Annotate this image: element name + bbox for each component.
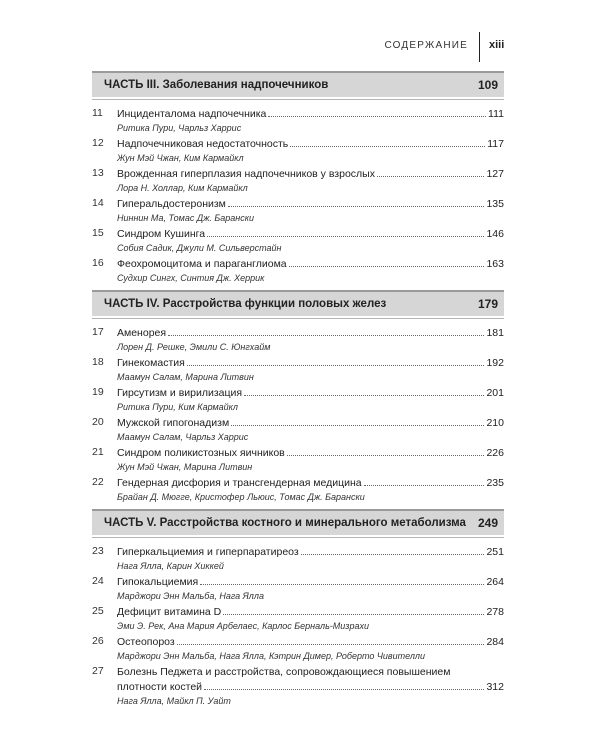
part-section <box>92 290 504 506</box>
chapter-number: 17 <box>92 326 104 338</box>
chapter-page: 181 <box>486 327 504 339</box>
chapter-entry[interactable] <box>92 257 504 285</box>
chapter-page: 278 <box>486 606 504 618</box>
chapter-entry[interactable] <box>92 545 504 573</box>
chapter-number: 21 <box>92 446 104 458</box>
leader-dots <box>377 176 485 177</box>
chapter-page: 192 <box>486 357 504 369</box>
chapter-authors: Лора Н. Холлар, Ким Кармайкл <box>117 183 248 193</box>
chapter-title: Гендерная дисфория и трансгендерная медицина <box>117 477 362 489</box>
chapter-entry[interactable] <box>92 356 504 384</box>
chapter-number: 25 <box>92 605 104 617</box>
chapter-entry[interactable] <box>92 137 504 165</box>
leader-dots <box>231 425 484 426</box>
part-rule <box>92 99 504 100</box>
leader-dots <box>204 689 484 690</box>
chapter-entry[interactable] <box>92 665 504 708</box>
part-heading[interactable] <box>92 509 504 535</box>
part-heading[interactable] <box>92 71 504 97</box>
chapter-authors: Марджори Энн Мальба, Нага Ялла <box>117 591 264 601</box>
chapter-page: 226 <box>486 447 504 459</box>
chapter-title-line2: плотности костей <box>117 681 203 693</box>
chapter-number: 18 <box>92 356 104 368</box>
leader-dots <box>290 146 485 147</box>
chapter-title: Гинекомастия <box>117 357 185 369</box>
chapter-page: 146 <box>486 228 504 240</box>
chapter-entry[interactable] <box>92 386 504 414</box>
chapter-number: 24 <box>92 575 104 587</box>
chapter-entry[interactable] <box>92 476 504 504</box>
leader-dots <box>228 206 485 207</box>
chapter-title-line1: Болезнь Педжета и расстройства, сопровождающиеся повышением <box>117 666 451 678</box>
chapter-entry[interactable] <box>92 575 504 603</box>
chapter-authors: Собия Садик, Джули М. Сильверстайн <box>117 243 282 253</box>
chapter-authors: Маамун Салам, Марина Литвин <box>117 372 254 382</box>
leader-dots <box>187 365 485 366</box>
chapter-entry[interactable] <box>92 635 504 663</box>
chapter-number: 27 <box>92 665 104 677</box>
chapter-authors: Марджори Энн Мальба, Нага Ялла, Кэтрин Димер, Роберто Чивителли <box>117 651 425 661</box>
chapter-title: Синдром Кушинга <box>117 228 206 240</box>
chapter-page: 117 <box>487 138 504 150</box>
chapter-number: 23 <box>92 545 104 557</box>
leader-dots <box>207 236 484 237</box>
chapter-entry[interactable] <box>92 326 504 354</box>
chapter-title: Гиперкальциемия и гиперпаратиреоз <box>117 546 299 558</box>
leader-dots <box>364 485 485 486</box>
chapter-number: 19 <box>92 386 104 398</box>
chapter-number: 22 <box>92 476 104 488</box>
chapter-entry[interactable] <box>92 227 504 255</box>
part-rule <box>92 318 504 319</box>
chapter-authors: Ритика Пури, Ким Кармайкл <box>117 402 238 412</box>
chapter-title: Феохромоцитома и параганглиома <box>117 258 287 270</box>
chapter-page: 264 <box>486 576 504 588</box>
leader-dots <box>177 644 485 645</box>
chapter-page: 210 <box>486 417 504 429</box>
leader-dots <box>268 116 486 117</box>
chapter-entry[interactable] <box>92 197 504 225</box>
leader-dots <box>289 266 485 267</box>
part-rule <box>92 537 504 538</box>
chapter-authors: Нага Ялла, Майкл П. Уайт <box>117 696 231 706</box>
chapter-title: Гипокальциемия <box>117 576 199 588</box>
part-page: 109 <box>477 78 498 92</box>
part-page: 179 <box>477 297 498 311</box>
chapter-title: Гиперальдостеронизм <box>117 198 226 210</box>
running-head-page-number: xiii <box>489 39 505 51</box>
running-head-divider <box>479 32 480 62</box>
chapter-authors: Эми Э. Рек, Ана Мария Арбелаес, Карлос Берналь-Мизрахи <box>117 621 370 631</box>
chapter-title: Дефицит витамина D <box>117 606 222 618</box>
part-title: ЧАСТЬ III. Заболевания надпочечников <box>104 79 329 91</box>
chapter-title: Синдром поликистозных яичников <box>117 447 285 459</box>
chapter-page: 251 <box>486 546 504 558</box>
chapter-number: 16 <box>92 257 104 269</box>
chapter-authors: Лорен Д. Решке, Эмили С. Юнгхайм <box>117 342 271 352</box>
chapter-number: 11 <box>92 107 103 119</box>
chapter-page: 235 <box>486 477 504 489</box>
chapter-page: 312 <box>486 681 504 693</box>
chapter-page: 284 <box>486 636 504 648</box>
chapter-title: Мужской гипогонадизм <box>117 417 230 429</box>
part-section <box>92 509 504 710</box>
chapter-authors: Нага Ялла, Карин Хиккей <box>117 561 224 571</box>
chapter-number: 13 <box>92 167 104 179</box>
part-title: ЧАСТЬ IV. Расстройства функции половых желез <box>104 298 387 310</box>
chapter-title: Гирсутизм и вирилизация <box>117 387 243 399</box>
part-title: ЧАСТЬ V. Расстройства костного и минерального метаболизма <box>104 517 466 529</box>
running-head <box>0 40 600 56</box>
chapter-page: 111 <box>488 108 504 120</box>
leader-dots <box>223 614 484 615</box>
chapter-entry[interactable] <box>92 107 504 135</box>
chapter-number: 12 <box>92 137 104 149</box>
leader-dots <box>301 554 485 555</box>
chapter-authors: Ниннин Ма, Томас Дж. Барански <box>117 213 254 223</box>
leader-dots <box>168 335 484 336</box>
chapter-page: 201 <box>486 387 504 399</box>
chapter-entry[interactable] <box>92 167 504 195</box>
chapter-title: Врожденная гиперплазия надпочечников у взрослых <box>117 168 375 180</box>
chapter-authors: Жун Мэй Чжан, Марина Литвин <box>117 462 253 472</box>
part-heading[interactable] <box>92 290 504 316</box>
chapter-authors: Жун Мэй Чжан, Ким Кармайкл <box>117 153 244 163</box>
chapter-entry[interactable] <box>92 605 504 633</box>
chapter-title: Инциденталома надпочечника <box>117 108 267 120</box>
chapter-number: 26 <box>92 635 104 647</box>
chapter-page: 163 <box>486 258 504 270</box>
chapter-authors: Маамун Салам, Чарльз Харрис <box>117 432 249 442</box>
chapter-page: 127 <box>486 168 504 180</box>
part-page: 249 <box>477 516 498 530</box>
leader-dots <box>244 395 484 396</box>
running-head-title: СОДЕРЖАНИЕ <box>384 40 468 51</box>
chapter-title: Надпочечниковая недостаточность <box>117 138 289 150</box>
leader-dots <box>287 455 485 456</box>
chapter-number: 15 <box>92 227 104 239</box>
chapter-entry[interactable] <box>92 416 504 444</box>
chapter-authors: Брайан Д. Мюгге, Кристофер Льюис, Томас Дж. Барански <box>117 492 365 502</box>
leader-dots <box>200 584 484 585</box>
chapter-authors: Судхир Сингх, Синтия Дж. Херрик <box>117 273 265 283</box>
chapter-title: Аменорея <box>117 327 167 339</box>
chapter-entry[interactable] <box>92 446 504 474</box>
part-section <box>92 71 504 287</box>
chapter-number: 20 <box>92 416 104 428</box>
chapter-number: 14 <box>92 197 104 209</box>
chapter-title: Остеопороз <box>117 636 175 648</box>
chapter-page: 135 <box>486 198 504 210</box>
chapter-authors: Ритика Пури, Чарльз Харрис <box>117 123 242 133</box>
